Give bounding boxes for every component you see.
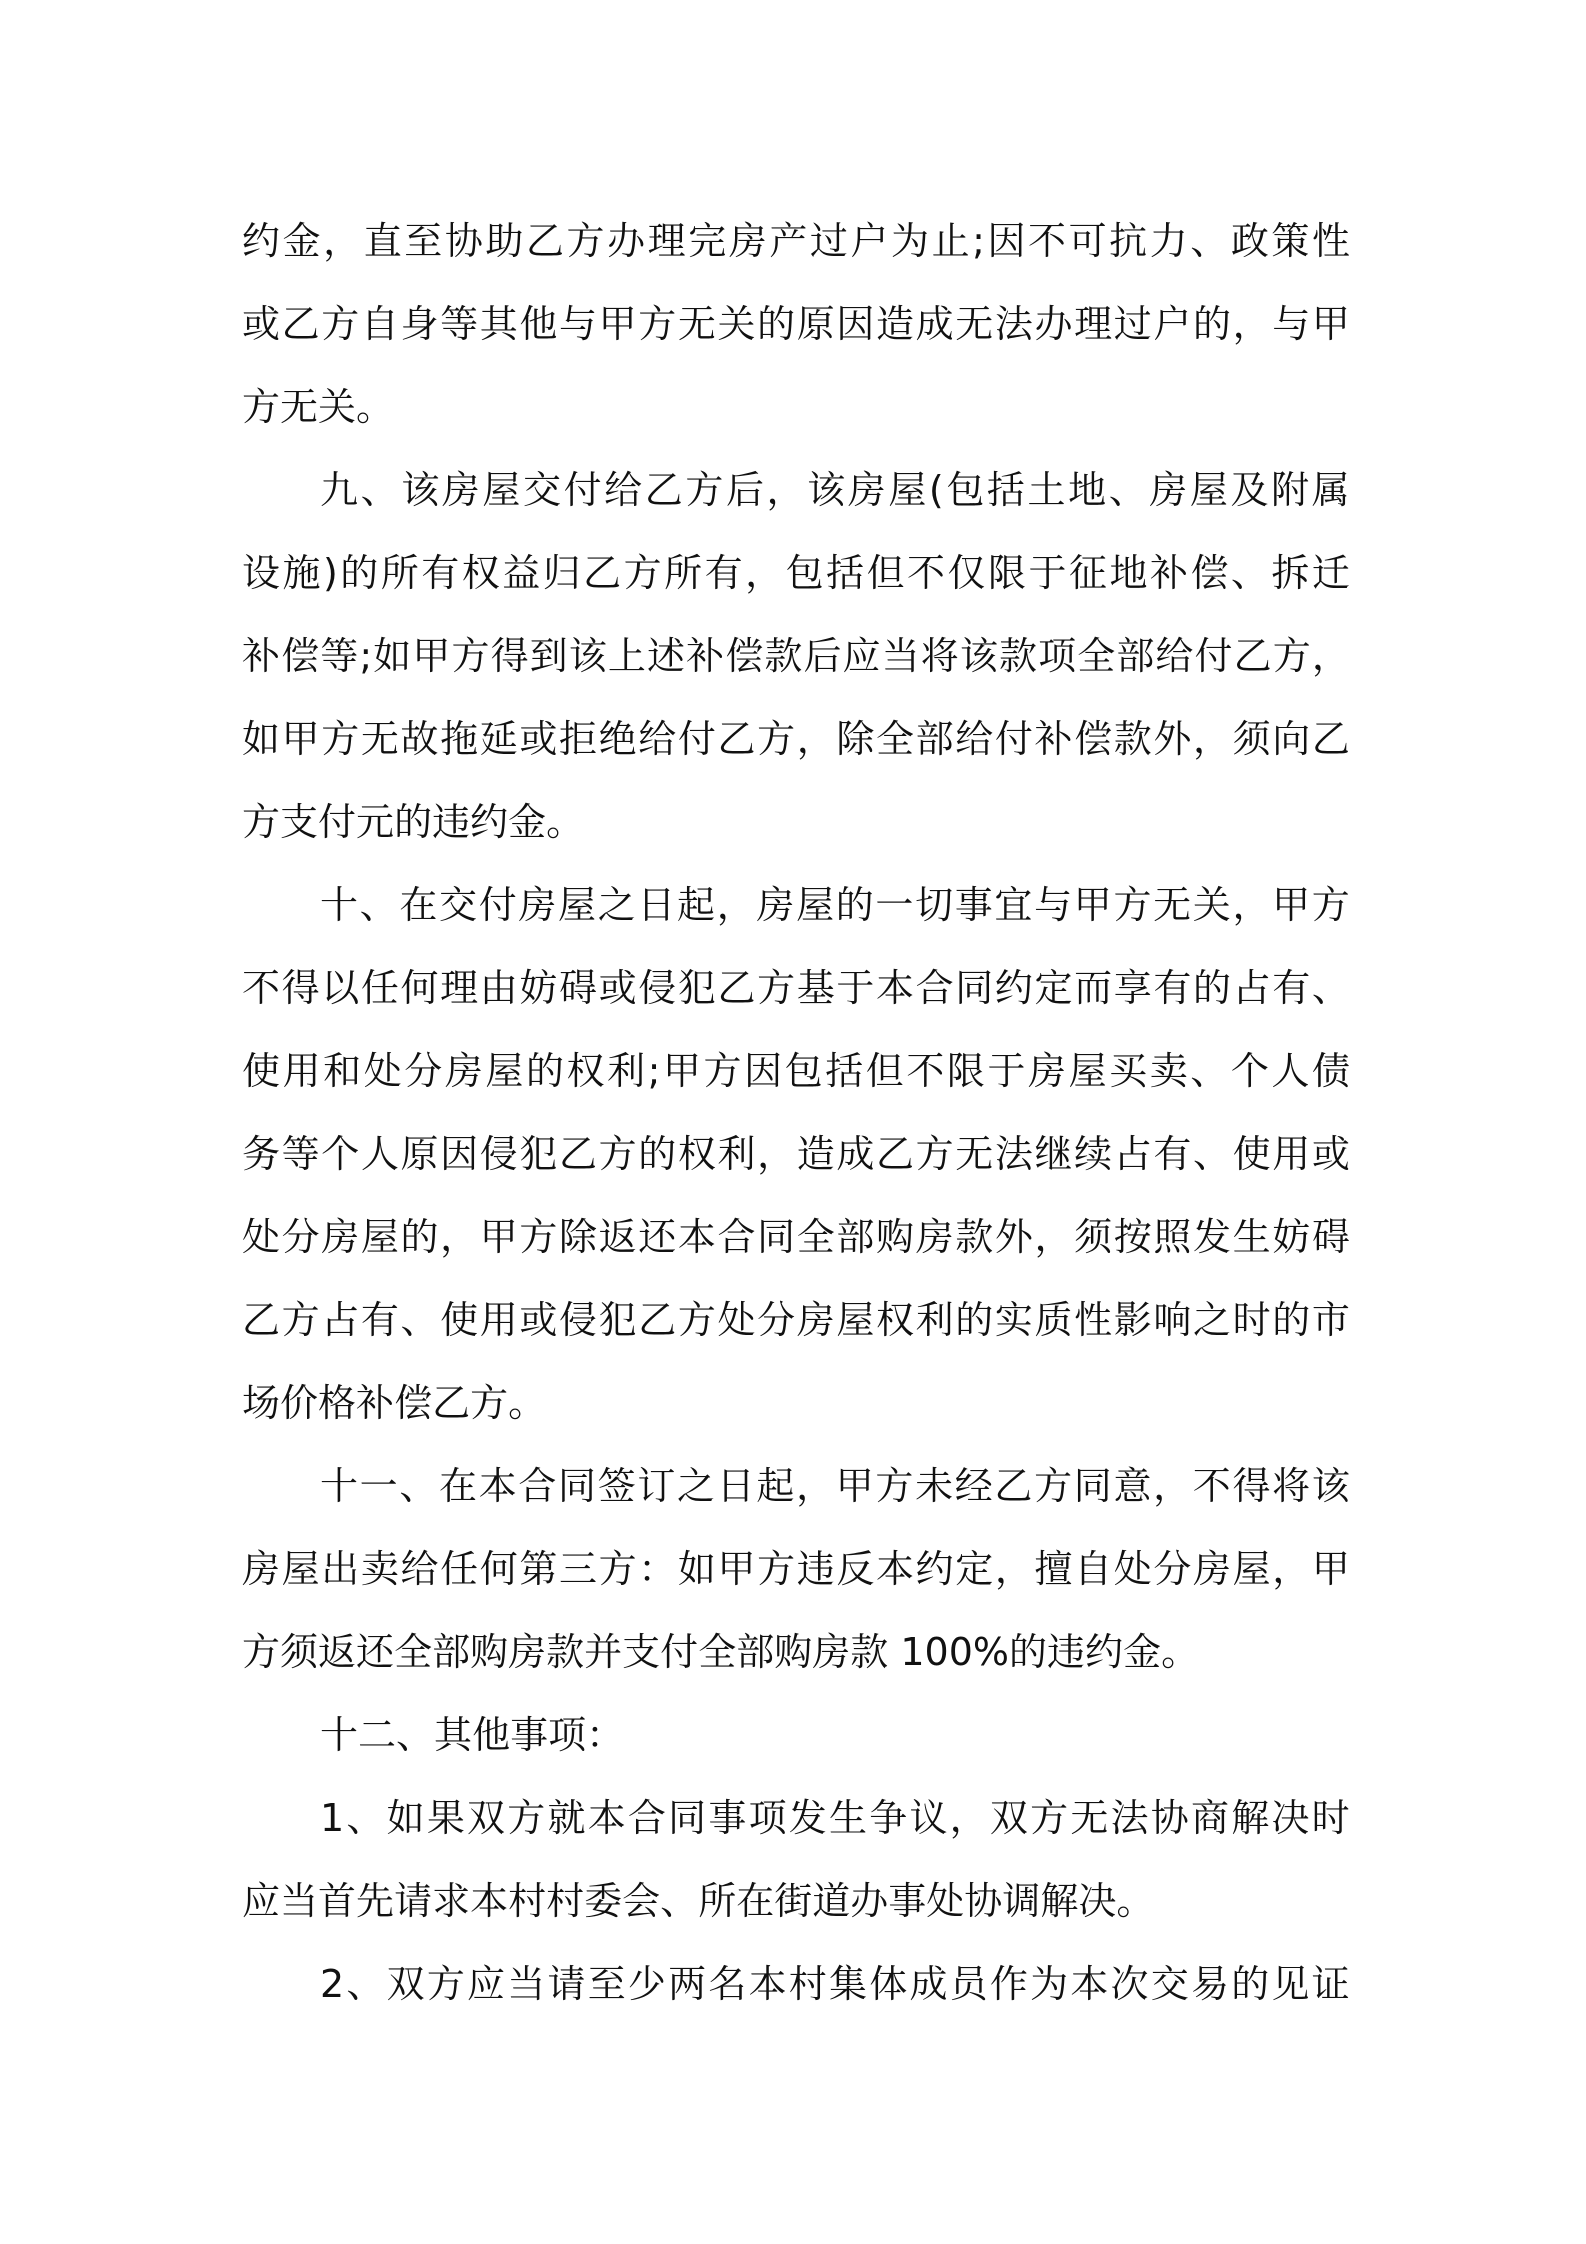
text-line: 九 、 该 房 屋 交 付 给 乙 方 后 ， 该 房 屋 ( 包 括 土 地 、 房 屋 及 附 属 [320, 468, 1350, 512]
text-line: 方 无 关 。 [242, 385, 395, 429]
text-line: 乙 方 占 有 、 使 用 或 侵 犯 乙 方 处 分 房 屋 权 利 的 实 质 性 影 响 之 时 的 市 [242, 1298, 1350, 1342]
text-line: 处 分 房 屋 的 ， 甲 方 除 返 还 本 合 同 全 部 购 房 款 外 ， 须 按 照 发 生 妨 碍 [242, 1215, 1350, 1259]
text-line: 约 金 ， 直 至 协 助 乙 方 办 理 完 房 产 过 户 为 止 ; 因 不 可 抗 力 、 政 策 性 [242, 219, 1350, 263]
document-body [242, 200, 1350, 2026]
text-line: 方 支 付 元 的 违 约 金 。 [242, 800, 585, 844]
text-line: 2 、 双 方 应 当 请 至 少 两 名 本 村 集 体 成 员 作 为 本 次 交 易 的 见 证 [320, 1962, 1350, 2006]
text-line: 不 得 以 任 何 理 由 妨 碍 或 侵 犯 乙 方 基 于 本 合 同 约 定 而 享 有 的 占 有 、 [242, 966, 1350, 1010]
text-line: 十 、 在 交 付 房 屋 之 日 起 ， 房 屋 的 一 切 事 宜 与 甲 方 无 关 ， 甲 方 [320, 883, 1350, 927]
text-line: 务 等 个 人 原 因 侵 犯 乙 方 的 权 利 ， 造 成 乙 方 无 法 继 续 占 有 、 使 用 或 [242, 1132, 1350, 1176]
text-line: 房 屋 出 卖 给 任 何 第 三 方 ： 如 甲 方 违 反 本 约 定 ， 擅 自 处 分 房 屋 ， 甲 [242, 1547, 1350, 1591]
text-line: 应 当 首 先 请 求 本 村 村 委 会 、 所 在 街 道 办 事 处 协 调 解 决 。 [242, 1879, 1155, 1923]
text-line: 如 甲 方 无 故 拖 延 或 拒 绝 给 付 乙 方 ， 除 全 部 给 付 补 偿 款 外 ， 须 向 乙 [242, 717, 1350, 761]
text-line: 设 施 ) 的 所 有 权 益 归 乙 方 所 有 ， 包 括 但 不 仅 限 于 征 地 补 偿 、 拆 迁 [242, 551, 1350, 595]
text-line: 方 须 返 还 全 部 购 房 款 并 支 付 全 部 购 房 款 1 0 0 % 的 违 约 金 。 [242, 1630, 1200, 1674]
text-line: 1 、 如 果 双 方 就 本 合 同 事 项 发 生 争 议 ， 双 方 无 法 协 商 解 决 时 [320, 1796, 1350, 1840]
text-line: 十 二 、 其 他 事 项 ： [320, 1713, 625, 1757]
text-line: 或 乙 方 自 身 等 其 他 与 甲 方 无 关 的 原 因 造 成 无 法 办 理 过 户 的 ， 与 甲 [242, 302, 1350, 346]
text-line: 补 偿 等 ; 如 甲 方 得 到 该 上 述 补 偿 款 后 应 当 将 该 款 项 全 部 给 付 乙 方 ， [242, 634, 1350, 678]
text-line: 场 价 格 补 偿 乙 方 。 [242, 1381, 547, 1425]
text-line: 十 一 、 在 本 合 同 签 订 之 日 起 ， 甲 方 未 经 乙 方 同 意 ， 不 得 将 该 [320, 1464, 1350, 1508]
text-line: 使 用 和 处 分 房 屋 的 权 利 ; 甲 方 因 包 括 但 不 限 于 房 屋 买 卖 、 个 人 债 [242, 1049, 1350, 1093]
